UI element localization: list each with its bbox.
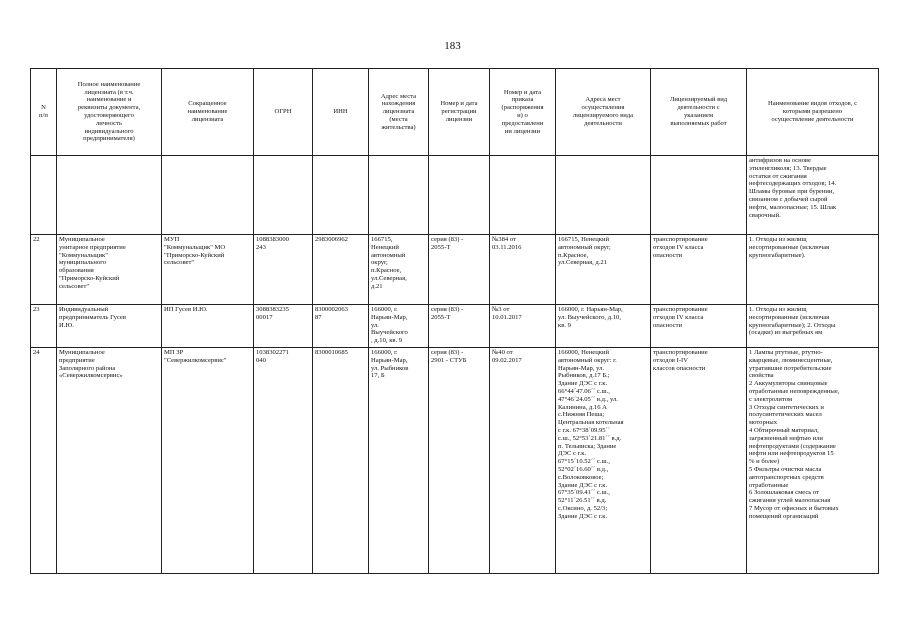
license-registry-table (30, 68, 879, 574)
cell-empty (651, 156, 747, 235)
cell-inn: 8300010685 (313, 348, 369, 574)
header-registration: Номер и дата регистрации лицензии (429, 69, 490, 156)
cell-short-name: МП ЗР "Севержилкомсервис" (162, 348, 254, 574)
header-places: Адреса мест осуществления лицензируемого вида деятельности (556, 69, 651, 156)
cell-ogrn: 3088383235 00017 (254, 305, 313, 348)
cell-empty (254, 156, 313, 235)
cell-full-name: Муниципальное предприятие Заполярного района «Севержилкомсервис» (57, 348, 162, 574)
cell-empty (429, 156, 490, 235)
cell-address: 166715, Ненецкий автономный округ, п.Красное, ул.Северная, д.21 (369, 235, 429, 305)
cell-order: №384 от 03.11.2016 (490, 235, 556, 305)
header-short-name: Сокращенное наименование лицензиата (162, 69, 254, 156)
cell-inn: 8300002063 87 (313, 305, 369, 348)
cell-registration: серия (83) - 2055-Т (429, 305, 490, 348)
cell-short-name: ИП Гусев И.Ю. (162, 305, 254, 348)
header-waste: Наименование видов отходов, с которыми разрешено осуществление деятельности (747, 69, 879, 156)
page-number: 183 (444, 40, 461, 52)
cell-order: №3 от 10.01.2017 (490, 305, 556, 348)
cell-waste: 1. Отходы из жилищ несортированные (исключая крупногабаритные). (747, 235, 879, 305)
table-row (31, 235, 879, 305)
cell-num: 22 (31, 235, 57, 305)
table-row-continuation (31, 156, 879, 235)
cell-registration: серия (83) - 2055-Т (429, 235, 490, 305)
header-full-name: Полное наименование лицензиата (в т.ч. наименование и реквизиты документа, удостоверяющего личность индивидуального предпринимателя) (57, 69, 162, 156)
cell-empty (556, 156, 651, 235)
cell-empty (490, 156, 556, 235)
cell-activity: транспортирование отходов IV класса опасности (651, 305, 747, 348)
cell-short-name: МУП "Коммунальщик" МО "Приморско-Куйский сельсовет" (162, 235, 254, 305)
cell-num: 24 (31, 348, 57, 574)
cell-places: 166000, г. Нарьян-Мар, ул. Выучейского, д.10, кв. 9 (556, 305, 651, 348)
cell-full-name: Муниципальное унитарное предприятие "Коммунальщик" муниципального образования "Приморско-Куйский сельсовет" (57, 235, 162, 305)
cell-order: №40 от 09.02.2017 (490, 348, 556, 574)
cell-activity: транспортирование отходов IV класса опасности (651, 235, 747, 305)
cell-waste: 1 Лампы ртутные, ртутно- кварцевые, люминесцентные, утратившие потребительские свойства 2 Аккумуляторы свинцовые отработанные неповрежденные, с электролитом 3 Отходы синтетических и полусинтетических масел моторных 4 Обтирочный материал, загрязненный нефтью или нефтепродуктами (содержание нефти или нефтепродуктов 15 % и более) 5 Фильтры очистки масла автотранспортных средств отработанные 6 Золошлаковая смесь от сжигания углей малоопасная 7 Мусор от офисных и бытовых помещений организаций (747, 348, 879, 574)
cell-places: 166000, Ненецкий автономный округ: г. Нарьян-Мар, ул. Рыбников, д.17 Б.; Здание ДЭС с г.к. 66°44´47.06´´ с.ш., 47°46´24.05´´ в.д., ул. Калинина, д.16 А с.Нижняя Пеша; Центральная котельная с г.к. 67°38´09.95´´ с.ш., 52°53´21.81´´ в.д. п. Тельвиска; Здание ДЭС с г.к. 67°15´10.52´´ с.ш., 52°02´16.60´´ в.д., с.Волоковковое; Здание ДЭС с г.к. 67°35´09.41´´ с.ш., 52°11´26.51´´ в.д. с.Оксино, д. 52/3; Здание ДЭС с г.к. (556, 348, 651, 574)
header-order: Номер и дата приказа (распоряжения и) о предоставлени ии лицензии (490, 69, 556, 156)
table-header-row (31, 69, 879, 156)
header-address: Адрес места нахождения лицензиата (места жительства) (369, 69, 429, 156)
cell-waste: антифризов на основе этиленгликоля; 13. Твердые остатки от сжигания нефтесодержащих отходов; 14. Шламы буровые при бурении, связанном с добычей сырой нефти, малоопасные; 15. Шлак сварочный. (747, 156, 879, 235)
table-row (31, 348, 879, 574)
cell-num: 23 (31, 305, 57, 348)
cell-ogrn: 1038302271 040 (254, 348, 313, 574)
cell-waste: 1. Отходы из жилищ несортированные (исключая крупногабаритные); 2. Отходы (осадки) из выгребных ям (747, 305, 879, 348)
cell-places: 166715, Ненецкий автономный округ, п.Красное, ул.Северная, д.21 (556, 235, 651, 305)
cell-activity: транспортирование отходов I-IV классов опасности (651, 348, 747, 574)
cell-empty (369, 156, 429, 235)
header-num: N п/п (31, 69, 57, 156)
cell-empty (162, 156, 254, 235)
cell-address: 166000, г. Нарьян-Мар, ул. Выучейского , д.10, кв. 9 (369, 305, 429, 348)
cell-registration: серия (83) - 2901 - СТУБ (429, 348, 490, 574)
cell-empty (57, 156, 162, 235)
cell-inn: 2983006962 (313, 235, 369, 305)
cell-address: 166000, г. Нарьян-Мар, ул. Рыбников 17, Б (369, 348, 429, 574)
cell-full-name: Индивидуальный предприниматель Гусев И.Ю. (57, 305, 162, 348)
cell-empty (31, 156, 57, 235)
header-inn: ИНН (313, 69, 369, 156)
header-activity: Лицензируемый вид деятельности с указанием выполняемых работ (651, 69, 747, 156)
table-row (31, 305, 879, 348)
cell-ogrn: 1088383000 243 (254, 235, 313, 305)
header-ogrn: ОГРН (254, 69, 313, 156)
cell-empty (313, 156, 369, 235)
